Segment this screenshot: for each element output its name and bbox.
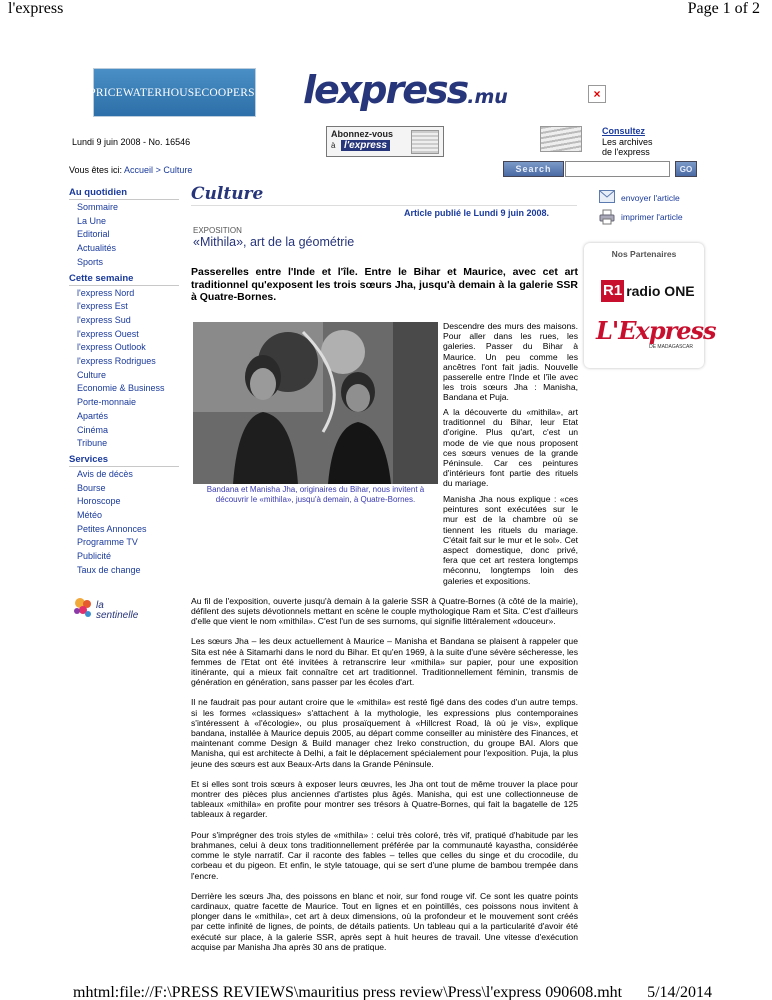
sidebar bbox=[69, 187, 179, 578]
breadcrumb-current[interactable]: Culture bbox=[163, 165, 193, 175]
go-button[interactable]: GO bbox=[675, 161, 697, 177]
sidebar-item-sports[interactable]: Sports bbox=[77, 256, 104, 267]
archives-newspapers-icon bbox=[540, 126, 582, 152]
sidebar-item-apartes[interactable]: Apartés bbox=[77, 410, 109, 421]
article-title: «Mithila», art de la géométrie bbox=[193, 235, 355, 249]
sidebar-item-porte-monnaie[interactable]: Porte-monnaie bbox=[77, 397, 137, 408]
envelope-icon bbox=[599, 190, 615, 203]
breadcrumb-home-link[interactable]: Accueil bbox=[124, 165, 154, 175]
article-paragraph-2: Au fil de l'exposition, ouverte jusqu'à demain à la galerie SSR à Quatre-Bornes (à côté de la mairie), défilent des sujets dévotionnels mettant en scène le couple mythologique Ram et Sita. C'est d'ailleurs d'elle que vient le nom «mithila». C'est l'un de ses surnoms, qui signifie littéralement «douceur». bbox=[191, 595, 578, 627]
article-kicker: EXPOSITION bbox=[193, 226, 242, 235]
article-lead: Passerelles entre l'Inde et l'île. Entre le Bihar et Maurice, avec cet art traditionnel qu'exposent les trois sœurs Jha, jusqu'à demain à la galerie SSR à Quatre-Bornes. bbox=[191, 266, 578, 303]
print-header-right: Page 1 of 2 bbox=[687, 0, 760, 17]
archives-block: Consultez Les archives de l'express bbox=[602, 126, 653, 157]
sidebar-title-services: Services bbox=[69, 453, 109, 465]
sidebar-item-editorial[interactable]: Editorial bbox=[77, 229, 110, 240]
sidebar-item-tribune[interactable]: Tribune bbox=[77, 438, 108, 449]
article-paragraph-6: Pour s'imprégner des trois styles de «mithila» : celui très coloré, très vif, pratiqué d'habitude par les brahmanes, celui à deux tons traditionnellement préférée par la communauté kayastha, considérée comme le style narratif. Car il raconte des fables – telles que celles du singe et du crocodile, du corbeau et du pigeon. Et enfin, le style tatouage, qui se sert d'une plume de bambou trempée dans l'encre. bbox=[191, 829, 578, 881]
sidebar-item-culture[interactable]: Culture bbox=[77, 369, 107, 380]
article-body bbox=[191, 494, 578, 952]
article-paragraph-1: Manisha Jha nous explique : «ces peintures sont exécutées sur le mur est de la chambre où se tiennent les rituels du mariage. C'était fait sur le mur et le sol». Cet aspect domestique, donc privé, fera que cet art restera longtemps méconnu, longtemps loin des galeries et expositions. bbox=[443, 494, 578, 586]
print-header-left: l'express bbox=[8, 0, 64, 17]
sidebar-item-sommaire[interactable]: Sommaire bbox=[77, 202, 119, 212]
article-side-paragraph-2: A la découverte du «mithila», art traditionnel du Bihar, leur Etat d'origine. Plus qu'art, c'est un mode de vie que nous proposent ces sœurs venues de la grande Péninsule. Car ces peintures d'intérieurs font partie des rituels du mariage. bbox=[443, 407, 578, 489]
section-title: Culture bbox=[191, 184, 264, 204]
broken-image-icon: × bbox=[588, 85, 606, 103]
sidebar-item-petites-annonces[interactable]: Petites Annonces bbox=[77, 523, 147, 534]
sidebar-item-sud[interactable]: l'express Sud bbox=[77, 314, 131, 325]
article-paragraph-5: Et si elles sont trois sœurs à exposer leurs œuvres, les Jha ont tout de même trouver la place pour montrer des pièces plus anciennes d'artistes plus âgés. Manisha, qui est une collectionneuse de tableaux «mithila» en profite pour montrer ses trésors à Quatre-Bornes, qui fait la bagatelle de 125 tableaux à regarder. bbox=[191, 778, 578, 820]
sidebar-title-quotidien: Au quotidien bbox=[69, 187, 128, 198]
article-paragraph-7: Derrière les sœurs Jha, des poissons en blanc et noir, sur fond rouge vif. Ce sont les quatre points cardinaux, quatre facette de Maurice. Tout en lignes et en pointillés, ces poissons nous invitent à plonger dans le «mithila», cet art à deux dimensions, où la profondeur et le mouvement sont créés par cette infinité de lignes, de points, de détails patients. Un tableau qui a la particularité d'avoir été exécuté sur place, à la galerie SSR, après sept à huit heures de travail. Une vitesse d'exécution acquise par Manisha Jha après 30 ans de pratique. bbox=[191, 890, 578, 952]
sidebar-item-cinema[interactable]: Cinéma bbox=[77, 424, 109, 435]
sidebar-item-nord[interactable]: l'express Nord bbox=[77, 287, 135, 298]
sidebar-item-avis-deces[interactable]: Avis de décès bbox=[77, 468, 133, 479]
sidebar-item-horoscope[interactable]: Horoscope bbox=[77, 496, 121, 507]
pwc-banner[interactable] bbox=[89, 68, 256, 117]
published-date: Article publié le Lundi 9 juin 2008. bbox=[404, 208, 550, 218]
partners-box bbox=[584, 243, 716, 368]
print-footer-right: 5/14/2014 bbox=[647, 984, 712, 1000]
sentinelle-logo[interactable]: la sentinelle bbox=[72, 595, 142, 629]
search-button[interactable]: Search bbox=[503, 161, 564, 177]
photo-caption: Bandana et Manisha Jha, originaires du Bihar, nous invitent à découvrir le «mithila», jusqu'à demain, à Quatre-Bornes. bbox=[206, 485, 425, 504]
printer-icon bbox=[599, 209, 615, 225]
sidebar-item-la-une[interactable]: La Une bbox=[77, 215, 107, 226]
archives-link[interactable]: Consultez bbox=[602, 126, 646, 136]
lexpress-logo[interactable]: lexpress.mu bbox=[303, 68, 508, 112]
print-footer-left: mhtml:file://F:\PRESS REVIEWS\mauritius press review\Press\l'express 090608.mht bbox=[73, 984, 623, 1000]
radio-one-logo[interactable]: R1 radio ONE bbox=[601, 279, 695, 303]
sidebar-item-outlook[interactable]: l'express Outlook bbox=[77, 342, 146, 353]
sidebar-item-publicite[interactable]: Publicité bbox=[77, 551, 112, 562]
sidebar-item-taux-change[interactable]: Taux de change bbox=[77, 564, 141, 575]
pwc-logo-icon bbox=[258, 87, 260, 98]
sidebar-item-meteo[interactable]: Météo bbox=[77, 510, 103, 521]
newspaper-icon bbox=[411, 130, 439, 154]
send-article-link[interactable]: envoyer l'article bbox=[621, 193, 680, 203]
sidebar-item-bourse[interactable]: Bourse bbox=[77, 482, 106, 493]
sentinelle-flower-icon bbox=[72, 595, 96, 625]
article-photo bbox=[193, 322, 438, 484]
article-side-paragraph-1: Descendre des murs des maisons. Pour aller dans les rues, les galeries. Passer du Bihar à Maurice. Un peu comme les ancêtres l'ont fait jadis. Nouvelle passerelle entre l'Inde et l'île avec les trois sœurs Jha : Manisha, Bandana et Puja. bbox=[443, 321, 578, 403]
sidebar-item-rodrigues[interactable]: l'express Rodrigues bbox=[77, 356, 156, 367]
search-input[interactable] bbox=[565, 161, 670, 177]
subscribe-banner[interactable]: Abonnez-vous à l'express bbox=[326, 126, 444, 157]
sidebar-item-economie[interactable]: Economie & Business bbox=[77, 383, 165, 394]
partners-title: Nos Partenaires bbox=[611, 249, 677, 259]
date-line: Lundi 9 juin 2008 - No. 16546 bbox=[72, 137, 191, 147]
breadcrumb: Vous êtes ici: Accueil > Culture bbox=[69, 165, 193, 175]
article-paragraph-4: Il ne faudrait pas pour autant croire que le «mithila» est resté figé dans des codes d'un autre temps. si les formes «classiques» s'attachent à la mythologie, les expressions plus contemporaines s'intéressent à «l'écologie», ou plus prosaïquement à «Hillcrest Road, là où je vis», explique bandana, installée à Maurice depuis 2005, au départ comme conseiller au ministère des Finances, et maintenant comme Design & Build manager chez Ireko construction, du groupe BAI. Alors que Manisha, qui est architecte à Delhi, a fait le déplacement spécialement pour l'exposition. Puja, la plus jeune des sœurs est aux Beaux-Arts dans la Grande Péninsule. bbox=[191, 697, 578, 769]
sidebar-item-est[interactable]: l'express Est bbox=[77, 301, 128, 312]
print-article-link[interactable]: imprimer l'article bbox=[621, 212, 683, 222]
sidebar-title-semaine: Cette semaine bbox=[69, 272, 134, 284]
sidebar-item-actualites[interactable]: Actualités bbox=[77, 243, 117, 254]
sidebar-item-programme-tv[interactable]: Programme TV bbox=[77, 537, 138, 548]
section-divider bbox=[191, 205, 577, 206]
lexpress-madagascar-logo[interactable]: L'Express DE MADAGASCAR bbox=[596, 316, 716, 350]
pwc-banner-text: PRICEWATERHOUSECOOPERS bbox=[89, 86, 255, 99]
article-paragraph-3: Les sœurs Jha – les deux actuellement à Maurice – Manisha et Bandana se plaisent à rappeler que Sita est née à Sitamarhi dans le nord du Bihar. Et qu'en 1969, à la suite d'une sévère sécheresse, les femmes de l'Etat ont été invitées à retranscrire leur «mithila» sur papier, pour une exposition itinérante, qui a mieux fait connaître cet art traditionnel. Traditionnellement féminin, transmis de génération en génération, sans passer par les écoles d'art. bbox=[191, 636, 578, 688]
sidebar-item-ouest[interactable]: l'express Ouest bbox=[77, 328, 139, 339]
